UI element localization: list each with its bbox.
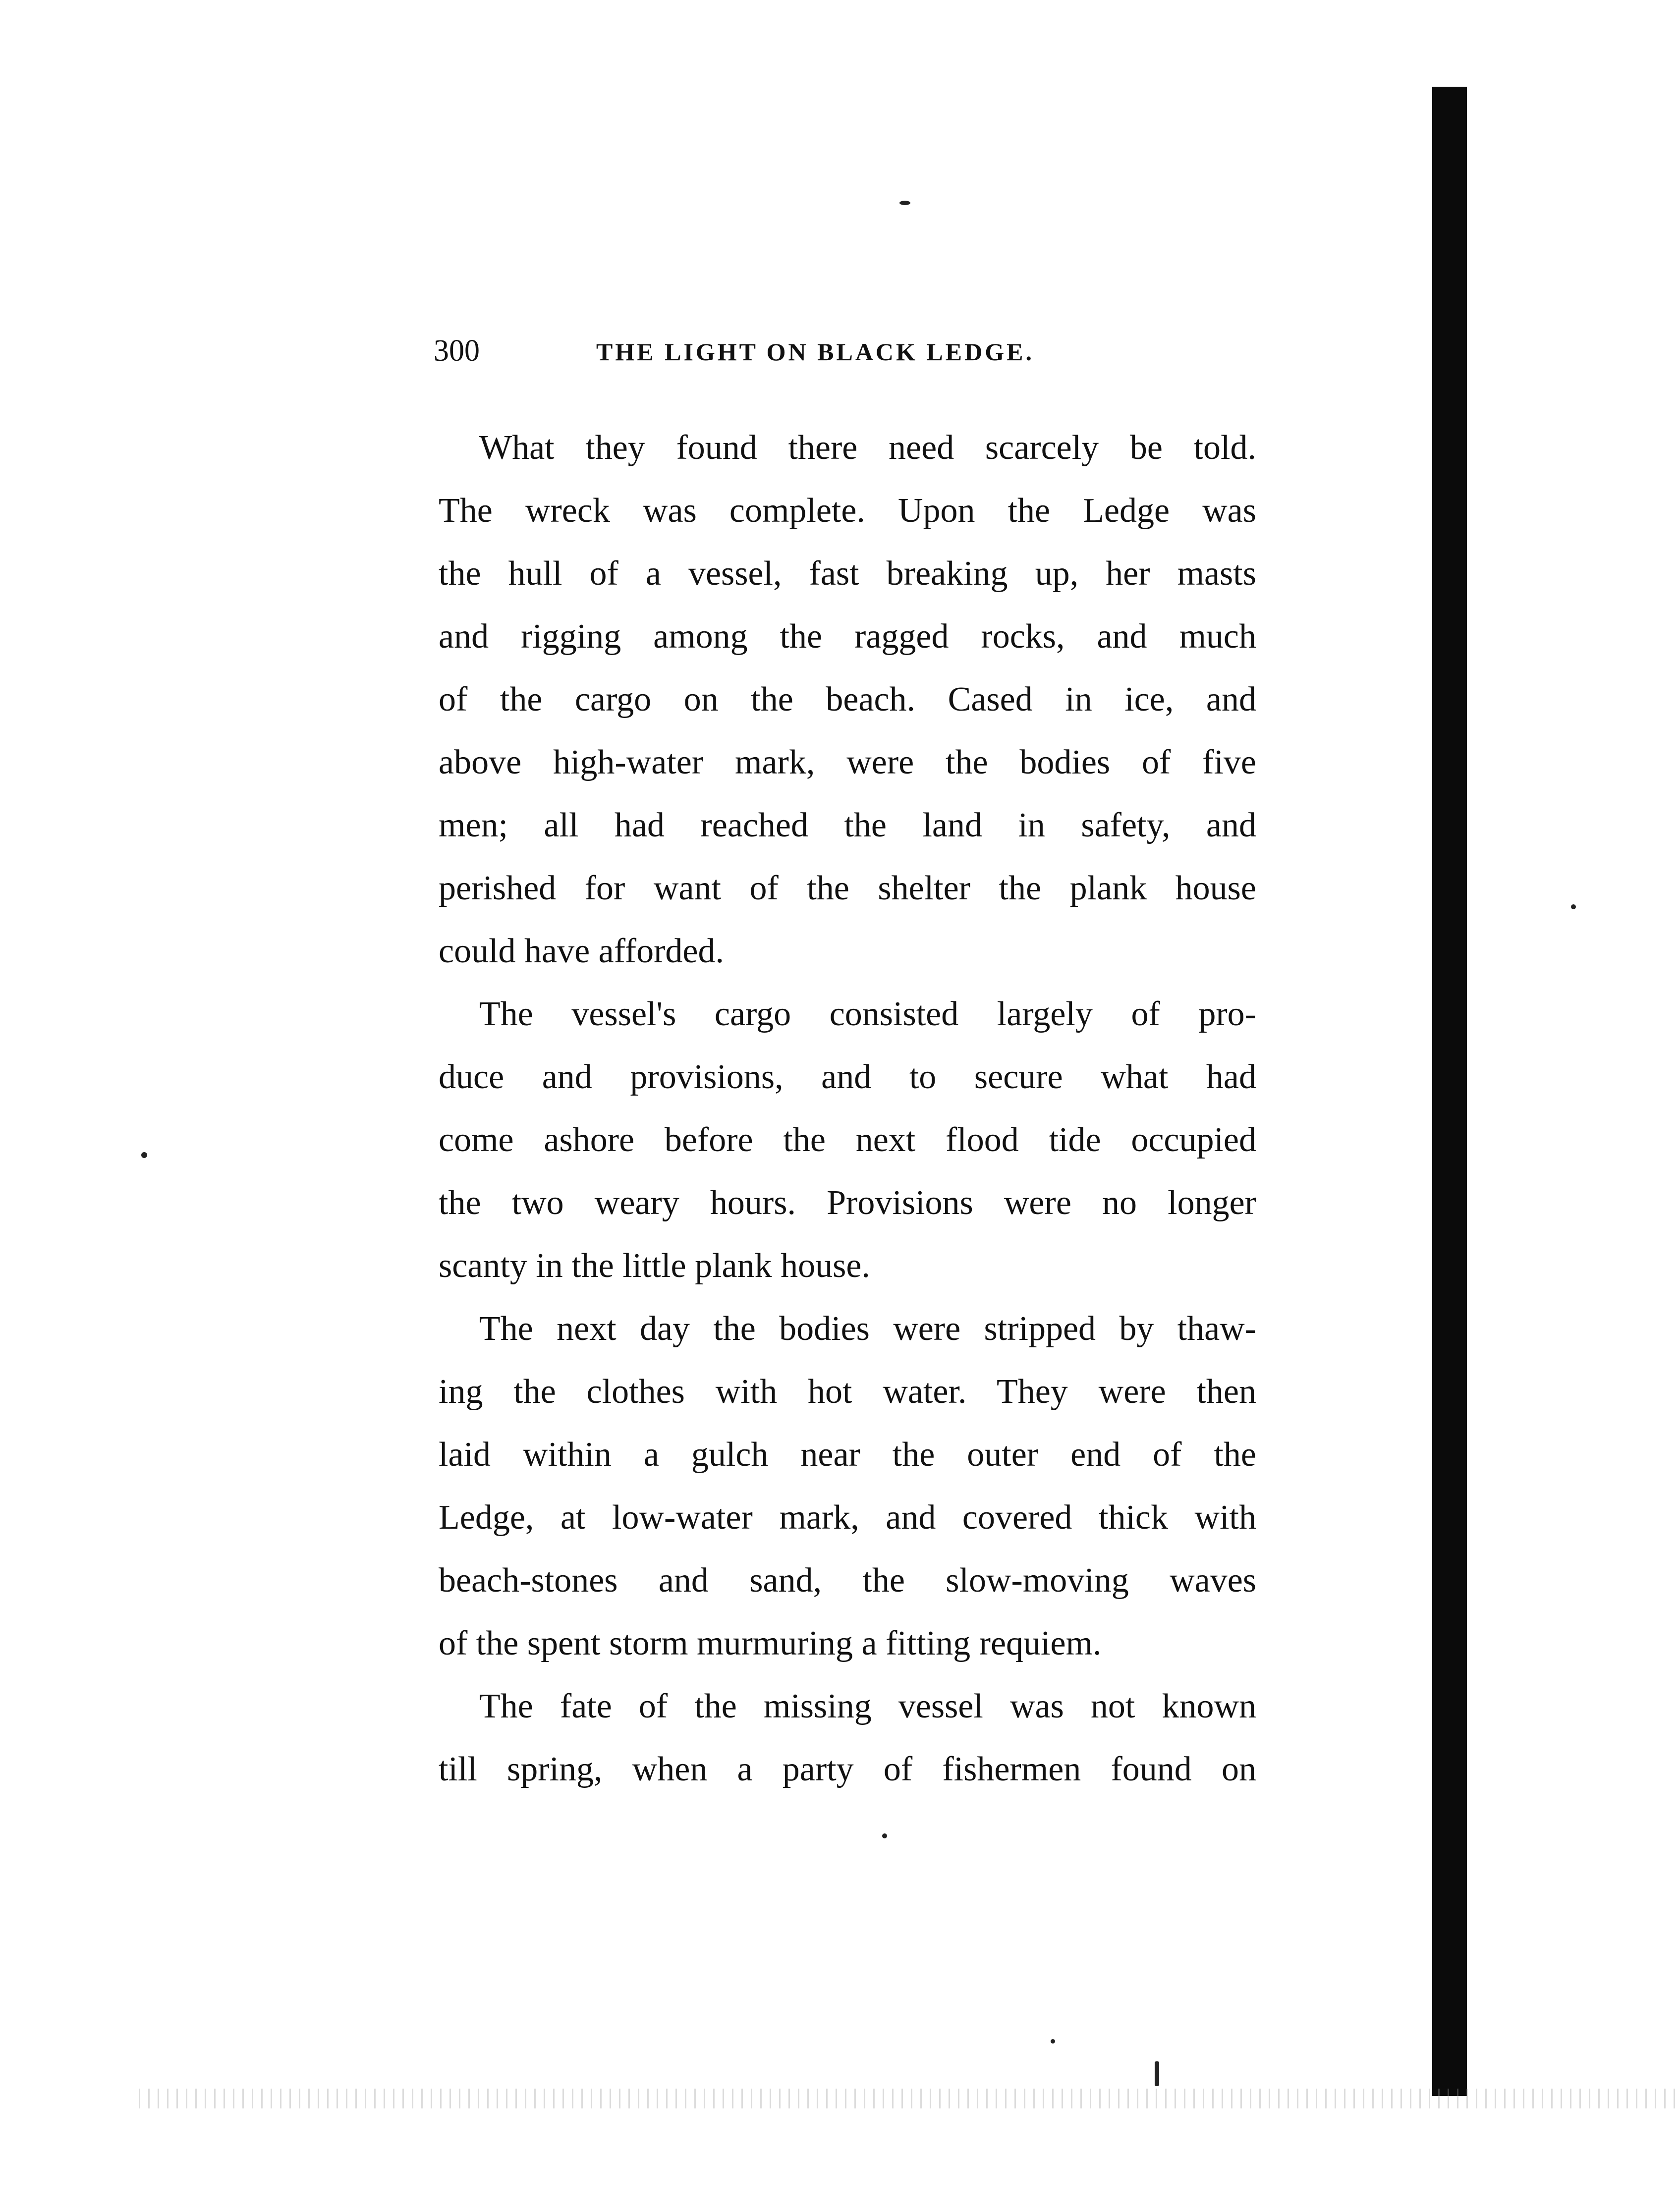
text-line: The vessel's cargo consisted largely of pro-: [479, 995, 1256, 1033]
text-line: and rigging among the ragged rocks, and much: [439, 617, 1256, 656]
text-line: duce and provisions, and to secure what had: [439, 1058, 1256, 1096]
scan-speck: [1051, 2039, 1055, 2044]
text-line: scanty in the little plank house.: [439, 1247, 870, 1285]
scan-speck: [1155, 2061, 1159, 2086]
scan-speck: [141, 1152, 147, 1158]
text-line: of the spent storm murmuring a fitting requiem.: [439, 1624, 1102, 1662]
scan-speck: [882, 1833, 887, 1838]
page-header: [434, 330, 1276, 384]
scan-speck: [899, 201, 910, 205]
text-line: till spring, when a party of fishermen found on: [439, 1750, 1256, 1788]
scan-speck: [1571, 904, 1576, 909]
text-line: above high-water mark, were the bodies of five: [439, 743, 1256, 781]
text-line: The wreck was complete. Upon the Ledge was: [439, 492, 1256, 530]
text-line: perished for want of the shelter the plank house: [439, 869, 1256, 907]
body-text: [439, 416, 1256, 1801]
text-line: could have afforded.: [439, 932, 724, 970]
text-line: What they found there need scarcely be told.: [479, 429, 1256, 467]
page-number: 300: [434, 334, 480, 368]
binding-shadow: [1432, 87, 1467, 2096]
text-line: the two weary hours. Provisions were no longer: [439, 1184, 1256, 1222]
text-line: come ashore before the next flood tide occupied: [439, 1121, 1256, 1159]
text-line: laid within a gulch near the outer end of the: [439, 1436, 1256, 1474]
text-line: The next day the bodies were stripped by thaw-: [479, 1310, 1256, 1348]
text-line: of the cargo on the beach. Cased in ice, and: [439, 680, 1256, 719]
text-line: men; all had reached the land in safety, and: [439, 806, 1256, 844]
running-head: THE LIGHT ON BLACK LEDGE.: [596, 338, 1034, 366]
text-line: Ledge, at low-water mark, and covered thick with: [439, 1498, 1256, 1537]
text-line: beach-stones and sand, the slow-moving waves: [439, 1561, 1256, 1600]
text-line: the hull of a vessel, fast breaking up, her masts: [439, 554, 1256, 593]
text-line: ing the clothes with hot water. They were then: [439, 1373, 1256, 1411]
text-line: The fate of the missing vessel was not known: [479, 1687, 1256, 1725]
scan-noise: [139, 2089, 1675, 2108]
